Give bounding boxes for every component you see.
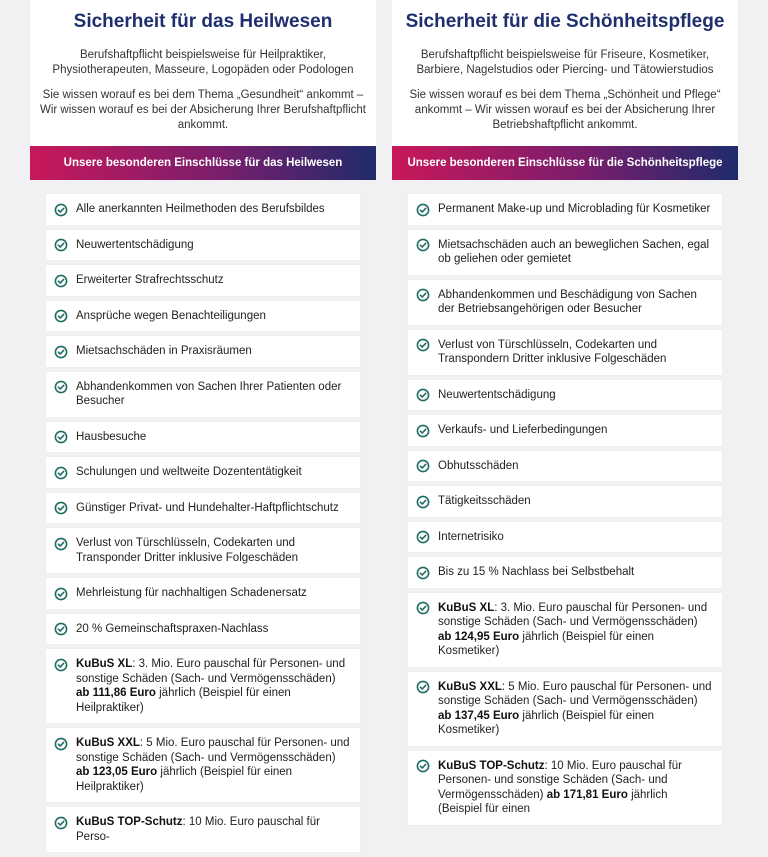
list-item	[408, 194, 722, 225]
list-item	[46, 528, 360, 573]
tariff-name: KuBuS XXL	[438, 680, 502, 693]
tariff-item	[408, 672, 722, 746]
tariff-text: : 10 Mio. Euro pauschal für Personen- und sonstige Schäden (Sach- und Vermögensschäden)	[438, 759, 682, 801]
check-circle-icon	[416, 288, 430, 302]
check-circle-icon	[54, 816, 68, 830]
tariff-note: jährlich (Beispiel für einen	[438, 788, 668, 815]
check-circle-icon	[54, 587, 68, 601]
list-item-text: 20 % Gemeinschaftspraxen-Nachlass	[76, 622, 269, 635]
check-circle-icon	[54, 622, 68, 636]
list-item-text: Mietsachschäden in Praxisräumen	[76, 345, 252, 357]
tariff-price: ab 123,05 Euro	[76, 766, 158, 778]
tariff-item	[46, 807, 360, 852]
check-circle-icon	[54, 501, 68, 515]
list-item-text: Neuwertentschädigung	[438, 388, 556, 401]
list-item-text: Verlust von Türschlüsseln, Codekarten und Transpondern Dritter inklusive Folgeschäden	[438, 338, 667, 365]
tariff-text: : 3. Mio. Euro pauschal für Personen- und sonstige Schäden (Sach- und Vermögensschäden)	[438, 601, 708, 628]
check-circle-icon	[416, 530, 430, 544]
list-item	[46, 457, 360, 488]
heilwesen-list	[30, 180, 376, 852]
list-item	[46, 336, 360, 367]
tariff-note: jährlich (Beispiel für einen Kosmetiker)	[438, 630, 655, 657]
heilwesen-banner: Unsere besonderen Einschlüsse für das Heilwesen	[30, 146, 376, 180]
tariff-text: : 5 Mio. Euro pauschal für Personen- und sonstige Schäden (Sach- und Vermögensschäden)	[76, 737, 350, 764]
list-item	[46, 301, 360, 332]
list-item	[408, 522, 722, 553]
schoenheitspflege-column	[392, 0, 738, 830]
heilwesen-column	[30, 0, 376, 857]
list-item	[408, 451, 722, 482]
tariff-name: KuBuS XXL	[76, 737, 140, 749]
check-circle-icon	[416, 338, 430, 352]
check-circle-icon	[54, 466, 68, 480]
check-circle-icon	[416, 388, 430, 402]
tariff-note: jährlich (Beispiel für einen Heilpraktiker)	[76, 766, 293, 793]
check-circle-icon	[416, 495, 430, 509]
tariff-item	[408, 593, 722, 667]
list-item-text: Mietsachschäden auch an beweglichen Sachen, egal ob geliehen oder gemietet	[438, 238, 710, 265]
check-circle-icon	[416, 424, 430, 438]
list-item-text: Abhandenkommen von Sachen Ihrer Patienten oder Besucher	[76, 380, 342, 407]
tariff-note: jährlich (Beispiel für einen Heilpraktiker)	[76, 687, 291, 714]
schoenheitspflege-title: Sicherheit für die Schönheitspflege	[405, 11, 725, 32]
schoenheitspflege-banner: Unsere besonderen Einschlüsse für die Schönheitspflege	[392, 146, 738, 180]
list-item-text: Obhutsschäden	[438, 459, 519, 472]
heilwesen-title: Sicherheit für das Heilwesen	[73, 11, 333, 32]
check-circle-icon	[54, 537, 68, 551]
list-item	[46, 578, 360, 609]
tariff-name: KuBuS XL	[438, 601, 495, 614]
tariff-item	[408, 751, 722, 825]
tariff-name: KuBuS TOP-Schutz	[76, 816, 183, 828]
check-circle-icon	[54, 238, 68, 252]
list-item	[46, 265, 360, 296]
list-item	[408, 557, 722, 588]
list-item-text: Alle anerkannten Heilmethoden des Berufsbildes	[76, 203, 325, 215]
check-circle-icon	[416, 601, 430, 615]
check-circle-icon	[416, 203, 430, 217]
check-circle-icon	[54, 274, 68, 288]
check-circle-icon	[54, 737, 68, 751]
list-item-text: Hausbesuche	[76, 430, 147, 443]
check-circle-icon	[54, 203, 68, 217]
tariff-note: jährlich (Beispiel für einen Kosmetiker)	[438, 709, 655, 736]
list-item-text: Ansprüche wegen Benachteiligungen	[76, 309, 266, 322]
tariff-price: ab 124,95 Euro	[438, 630, 520, 643]
check-circle-icon	[416, 459, 430, 473]
list-item	[408, 380, 722, 411]
list-item-text: Verkaufs- und Lieferbedingungen	[438, 424, 608, 436]
list-item-text: Schulungen und weltweite Dozententätigkeit	[76, 466, 302, 478]
check-circle-icon	[54, 658, 68, 672]
list-item-text: Bis zu 15 % Nachlass bei Selbstbehalt	[438, 566, 635, 578]
list-item	[408, 230, 722, 275]
tariff-name: KuBuS XL	[76, 658, 133, 670]
list-item	[46, 230, 360, 261]
list-item-text: Verlust von Türschlüsseln, Codekarten und Transponder Dritter inklusive Folgeschäden	[76, 537, 299, 564]
list-item	[46, 194, 360, 225]
list-item	[46, 372, 360, 417]
list-item	[408, 486, 722, 517]
tariff-price: ab 111,86 Euro	[76, 687, 156, 699]
list-item	[46, 493, 360, 524]
tariff-text: : 5 Mio. Euro pauschal für Personen- und sonstige Schäden (Sach- und Vermögensschäden)	[438, 680, 712, 707]
list-item-text: Neuwertentschädigung	[76, 238, 194, 251]
check-circle-icon	[416, 680, 430, 694]
schoenheitspflege-intro	[392, 0, 738, 146]
list-item-text: Internetrisiko	[438, 530, 504, 543]
list-item	[46, 422, 360, 453]
list-item	[408, 415, 722, 446]
list-item-text: Permanent Make-up und Microblading für Kosmetiker	[438, 203, 711, 215]
list-item	[408, 330, 722, 375]
list-item-text: Günstiger Privat- und Hundehalter-Haftpflichtschutz	[76, 501, 339, 514]
list-item-text: Tätigkeitsschäden	[438, 495, 531, 507]
schoenheitspflege-intro-text-1: Berufshaftpflicht beispielsweise für Friseure, Kosmetiker, Barbiere, Nagelstudios oder Piercing- und Tätowierstudios	[416, 49, 714, 76]
tariff-item	[46, 728, 360, 802]
check-circle-icon	[54, 380, 68, 394]
list-item	[46, 614, 360, 645]
list-item-text: Erweiterter Strafrechtsschutz	[76, 274, 224, 286]
schoenheitspflege-list	[392, 180, 738, 825]
heilwesen-intro-text-1: Berufshaftpflicht beispielsweise für Heilpraktiker, Physiotherapeuten, Masseure, Logopäden oder Podologen	[52, 49, 354, 76]
list-item	[408, 280, 722, 325]
tariff-price: ab 171,81 Euro	[546, 788, 628, 801]
check-circle-icon	[416, 759, 430, 773]
check-circle-icon	[416, 566, 430, 580]
tariff-name: KuBuS TOP-Schutz	[438, 759, 545, 772]
tariff-item	[46, 649, 360, 723]
schoenheitspflege-intro-text-2: Sie wissen worauf es bei dem Thema „Schönheit und Pflege“ ankommt – Wir wissen worauf es bei der Absicherung Ihrer Betriebshaftpflicht ankommt.	[409, 89, 721, 131]
tariff-text: : 10 Mio. Euro pauschal für Perso-	[76, 816, 320, 843]
list-item-text: Abhandenkommen und Beschädigung von Sachen der Betriebsangehörigen oder Besucher	[438, 288, 697, 315]
list-item-text: Mehrleistung für nachhaltigen Schadenersatz	[76, 587, 307, 599]
tariff-price: ab 137,45 Euro	[438, 709, 520, 722]
check-circle-icon	[416, 238, 430, 252]
check-circle-icon	[54, 345, 68, 359]
check-circle-icon	[54, 309, 68, 323]
tariff-text: : 3. Mio. Euro pauschal für Personen- und sonstige Schäden (Sach- und Vermögensschäden)	[76, 658, 346, 685]
heilwesen-intro	[30, 0, 376, 146]
check-circle-icon	[54, 430, 68, 444]
heilwesen-intro-text-2: Sie wissen worauf es bei dem Thema „Gesundheit“ ankommt – Wir wissen worauf es bei der Absicherung Ihrer Berufshaftpflicht ankommt.	[40, 89, 366, 131]
